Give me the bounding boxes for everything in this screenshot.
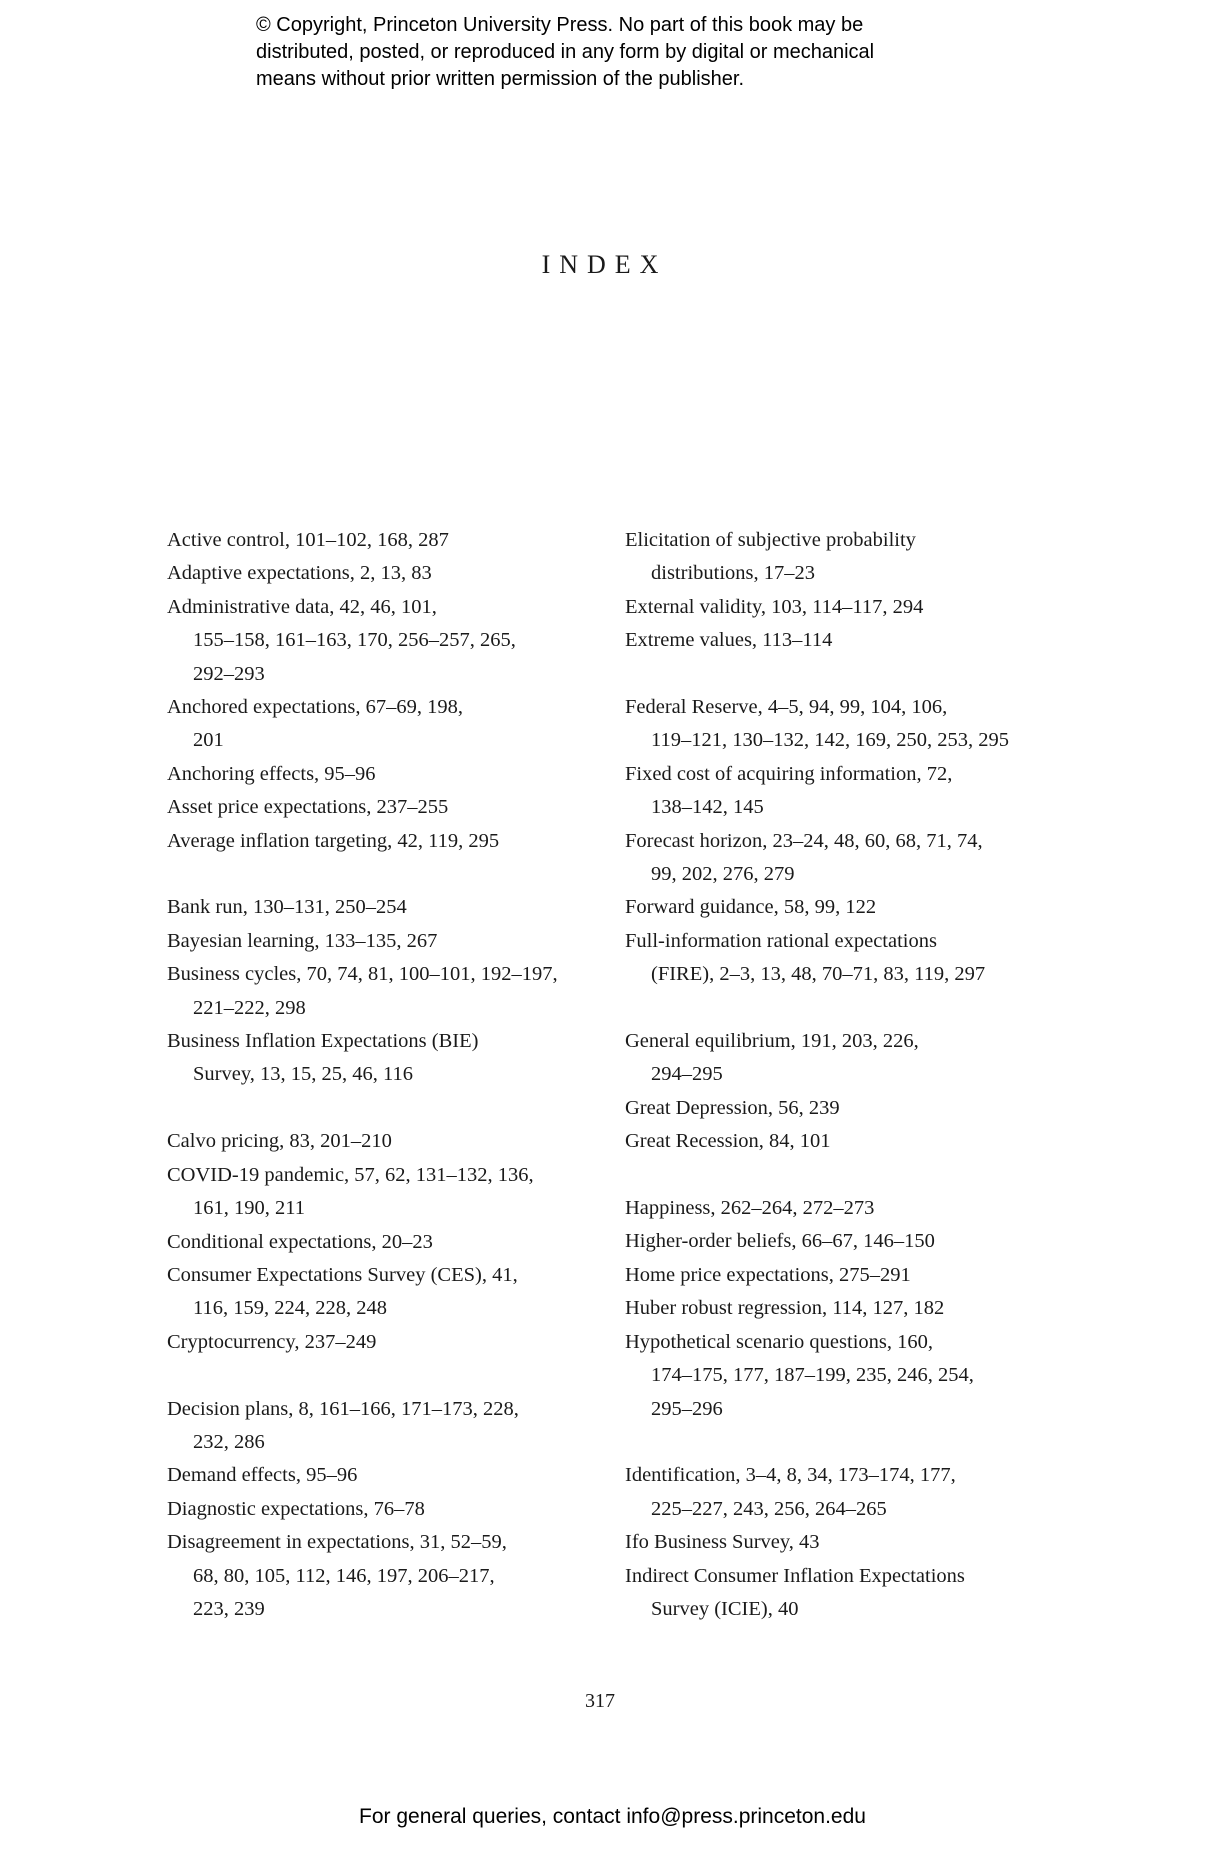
index-columns [167,524,1065,1626]
index-group [625,1192,1065,1426]
index-line: Happiness, 262–264, 272–273 [625,1197,875,1220]
index-line: Survey, 13, 15, 25, 46, 116 [193,1063,413,1086]
index-line: Business cycles, 70, 74, 81, 100–101, 192–197, [167,963,558,986]
index-right-column [625,524,1065,1626]
index-line: 221–222, 298 [193,996,306,1019]
index-line: 223, 239 [193,1597,265,1620]
index-line: 99, 202, 276, 279 [651,863,795,886]
index-line: Asset price expectations, 237–255 [167,796,449,819]
index-line: 116, 159, 224, 228, 248 [193,1297,387,1320]
copyright-line-3: means without prior written permission of the publisher. [256,68,745,90]
page-number: 317 [585,1690,615,1712]
index-line: Ifo Business Survey, 43 [625,1531,820,1554]
index-line: Average inflation targeting, 42, 119, 295 [167,829,500,852]
index-group [167,1125,625,1359]
index-line: 174–175, 177, 187–199, 235, 246, 254, [651,1364,974,1387]
index-line: External validity, 103, 114–117, 294 [625,595,924,618]
index-group [167,1393,625,1627]
index-line: Active control, 101–102, 168, 287 [167,529,449,551]
index-line: Anchored expectations, 67–69, 198, [167,696,464,719]
index-line: General equilibrium, 191, 203, 226, [625,1030,919,1053]
index-line: Disagreement in expectations, 31, 52–59, [167,1531,507,1554]
index-line: Adaptive expectations, 2, 13, 83 [167,562,432,585]
index-line: Extreme values, 113–114 [625,629,833,652]
index-line: 201 [193,729,224,752]
index-line: Forward guidance, 58, 99, 122 [625,896,877,919]
index-line: distributions, 17–23 [651,562,816,585]
index-line: Fixed cost of acquiring information, 72, [625,762,953,785]
index-group [625,524,1065,658]
index-line: Huber robust regression, 114, 127, 182 [625,1297,945,1320]
index-line: Calvo pricing, 83, 201–210 [167,1130,392,1153]
index-line: 294–295 [651,1063,723,1086]
index-line: Conditional expectations, 20–23 [167,1230,433,1253]
index-line: Identification, 3–4, 8, 34, 173–174, 177, [625,1464,956,1487]
index-line: 138–142, 145 [651,796,764,819]
index-line: Full-information rational expectations [625,929,937,952]
index-line: 292–293 [193,662,265,685]
index-line: Diagnostic expectations, 76–78 [167,1497,425,1520]
index-line: Hypothetical scenario questions, 160, [625,1330,934,1353]
index-line: Consumer Expectations Survey (CES), 41, [167,1263,518,1286]
index-line: Survey (ICIE), 40 [651,1597,799,1620]
index-group [625,1025,1065,1159]
copyright-line-2: distributed, posted, or reproduced in any form by digital or mechanical [256,41,875,63]
index-line: 295–296 [651,1397,723,1420]
index-line: Bank run, 130–131, 250–254 [167,896,407,919]
index-group [167,524,625,858]
index-line: 155–158, 161–163, 170, 256–257, 265, [193,629,516,652]
index-line: 161, 190, 211 [193,1197,305,1220]
index-line: Decision plans, 8, 161–166, 171–173, 228, [167,1397,519,1420]
index-line: Cryptocurrency, 237–249 [167,1330,377,1353]
index-line: Federal Reserve, 4–5, 94, 99, 104, 106, [625,696,948,719]
footer-query-text: For general queries, contact info@press.princeton.edu [359,1805,866,1828]
index-line: 119–121, 130–132, 142, 169, 250, 253, 295 [651,729,1009,752]
copyright-notice [256,12,874,93]
index-line: Elicitation of subjective probability [625,529,916,551]
index-line: Higher-order beliefs, 66–67, 146–150 [625,1230,935,1253]
index-line: Demand effects, 95–96 [167,1464,358,1487]
index-group [625,1459,1065,1626]
index-line: Great Depression, 56, 239 [625,1096,840,1119]
index-line: 68, 80, 105, 112, 146, 197, 206–217, [193,1564,495,1587]
index-line: Anchoring effects, 95–96 [167,762,376,785]
index-line: Forecast horizon, 23–24, 48, 60, 68, 71, 74, [625,829,983,852]
index-line: Administrative data, 42, 46, 101, [167,595,437,618]
index-line: COVID-19 pandemic, 57, 62, 131–132, 136, [167,1163,534,1186]
index-line: Home price expectations, 275–291 [625,1263,911,1286]
index-group [167,891,625,1091]
index-line: (FIRE), 2–3, 13, 48, 70–71, 83, 119, 297 [651,963,986,986]
index-line: 232, 286 [193,1430,265,1453]
index-line: Great Recession, 84, 101 [625,1130,831,1153]
index-line: Bayesian learning, 133–135, 267 [167,929,438,952]
index-line: Indirect Consumer Inflation Expectations [625,1564,965,1587]
index-group [625,691,1065,992]
copyright-line-1: © Copyright, Princeton University Press. No part of this book may be [256,14,864,36]
page-title: INDEX [541,250,668,279]
index-left-column [167,524,625,1626]
index-line: Business Inflation Expectations (BIE) [167,1030,479,1053]
index-line: 225–227, 243, 256, 264–265 [651,1497,887,1520]
